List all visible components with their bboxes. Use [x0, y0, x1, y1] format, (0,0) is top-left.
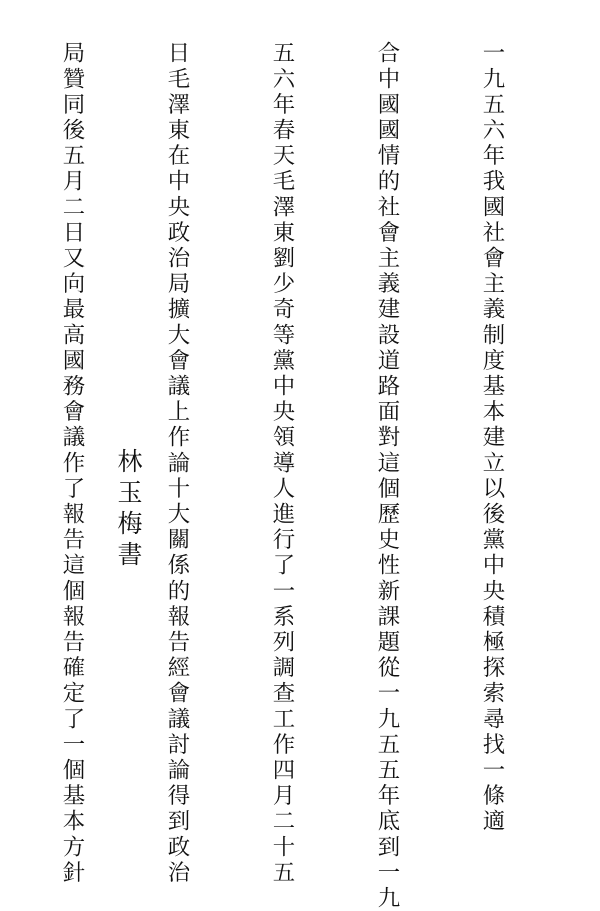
calligraphy-text: [0, 41, 579, 911]
text-column: 一九五六年我國社會主義制度基本建立以後黨中央積極探索尋找一條適: [479, 41, 505, 835]
text-column: 局贊同後五月二日又向最高國務會議作了報告這個報告確定了一個基本方針: [59, 41, 85, 886]
signature: 林玉梅書: [114, 448, 143, 572]
text-column: 合中國國情的社會主義建設道路面對這個歷史性新課題從一九五五年底到一九: [374, 41, 400, 911]
text-column: 日毛澤東在中央政治局擴大會議上作論十大關係的報告經會議討論得到政治: [164, 41, 190, 886]
text-column: 五六年春天毛澤東劉少奇等黨中央領導人進行了一系列調查工作四月二十五: [269, 41, 295, 886]
